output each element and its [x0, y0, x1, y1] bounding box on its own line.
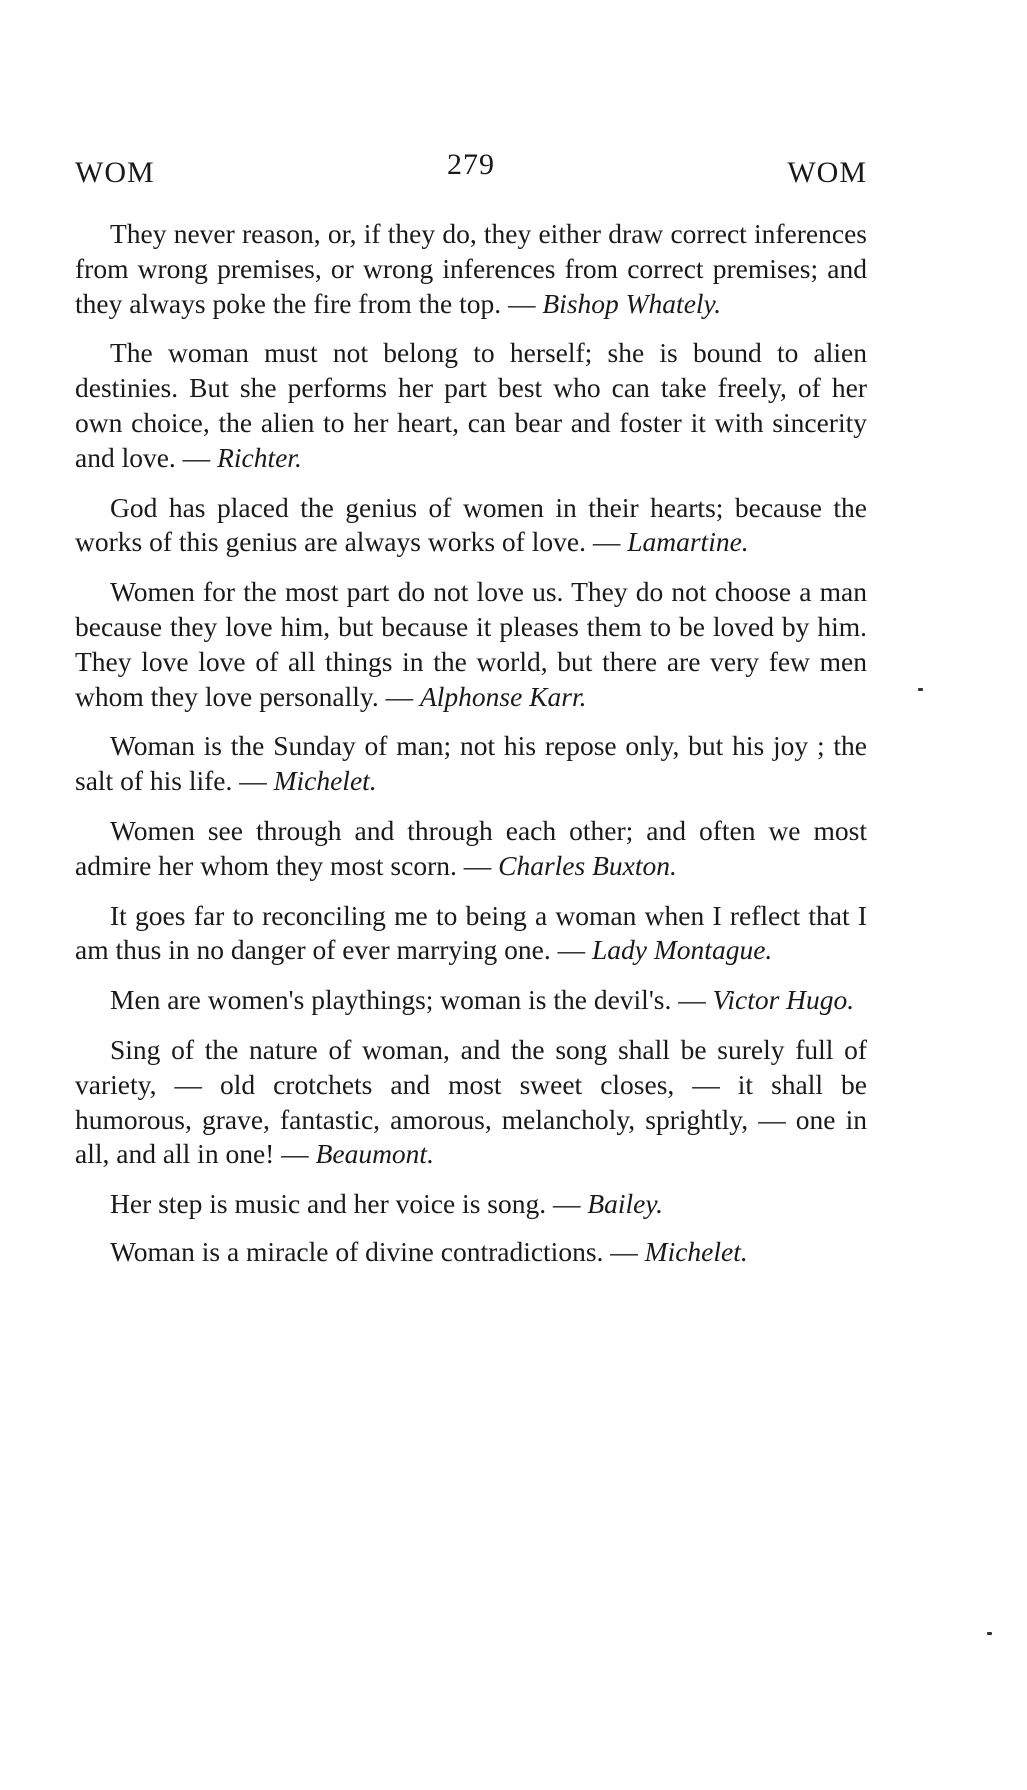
- quote-hugo: [75, 983, 867, 1018]
- quote-beaumont: [75, 1033, 867, 1172]
- quote-author: Alphonse Karr.: [419, 680, 587, 712]
- quote-richter: [75, 336, 867, 475]
- quote-author: Lady Montague.: [592, 934, 773, 966]
- quote-author: Michelet.: [644, 1235, 748, 1267]
- quote-whately: [75, 217, 867, 321]
- running-head: [75, 148, 867, 188]
- quote-text: God has placed the genius of women in their hearts; because the works of this genius are always works of love. —: [75, 491, 867, 558]
- quote-author: Beaumont.: [315, 1138, 434, 1170]
- quotation-list: [75, 217, 867, 1285]
- quote-author: Bailey.: [587, 1188, 663, 1220]
- quote-montague: [75, 899, 867, 969]
- quote-buxton: [75, 814, 867, 884]
- quote-michelet-sunday: [75, 729, 867, 799]
- quote-text: Women for the most part do not love us. They do not choose a man because they love him, but because it pleases them to be loved by him. They love love of all things in the world, but there are very few men whom they love personally. —: [75, 576, 867, 712]
- quote-author: Richter.: [217, 441, 302, 473]
- print-speck: [987, 1632, 992, 1635]
- quote-text: Men are women's playthings; woman is the devil's. —: [110, 984, 713, 1016]
- quote-author: Michelet.: [273, 765, 377, 797]
- quote-text: Her step is music and her voice is song. —: [110, 1188, 588, 1220]
- quote-text: It goes far to reconciling me to being a woman when I reflect that I am thus in no danger of ever marrying one. —: [75, 899, 867, 966]
- quote-author: Bishop Whately.: [542, 287, 722, 319]
- header-left-guide-word: WOM: [75, 156, 155, 189]
- quote-text: The woman must not belong to herself; she is bound to alien destinies. But she performs her part best who can take freely, of her own choice, the alien to her heart, can bear and foster it with sincerity and love. —: [75, 337, 867, 473]
- print-speck: [918, 688, 923, 691]
- quote-karr: [75, 575, 867, 714]
- quote-text: Sing of the nature of woman, and the song shall be surely full of variety, — old crotchets and most sweet closes, — it shall be humorous, grave, fantastic, amorous, melancholy, sprightly, — one in all, and all in one! —: [75, 1033, 867, 1170]
- quote-lamartine: [75, 491, 867, 561]
- header-right-guide-word: WOM: [787, 156, 867, 189]
- quote-text: Woman is the Sunday of man; not his repose only, but his joy ; the salt of his life. —: [75, 730, 867, 797]
- quote-text: They never reason, or, if they do, they either draw correct inferences from wrong premises, or wrong inferences from correct premises; and they always poke the fire from the top. —: [75, 218, 867, 319]
- quote-author: Lamartine.: [627, 526, 749, 558]
- quote-text: Woman is a miracle of divine contradictions. —: [110, 1235, 645, 1267]
- quote-michelet-miracle: [75, 1235, 867, 1270]
- quote-author: Charles Buxton.: [498, 849, 677, 881]
- page-number: 279: [447, 148, 495, 181]
- quote-text: Women see through and through each other; and often we most admire her whom they most scorn. —: [75, 814, 867, 881]
- quote-bailey: [75, 1187, 867, 1222]
- quote-author: Victor Hugo.: [712, 984, 855, 1016]
